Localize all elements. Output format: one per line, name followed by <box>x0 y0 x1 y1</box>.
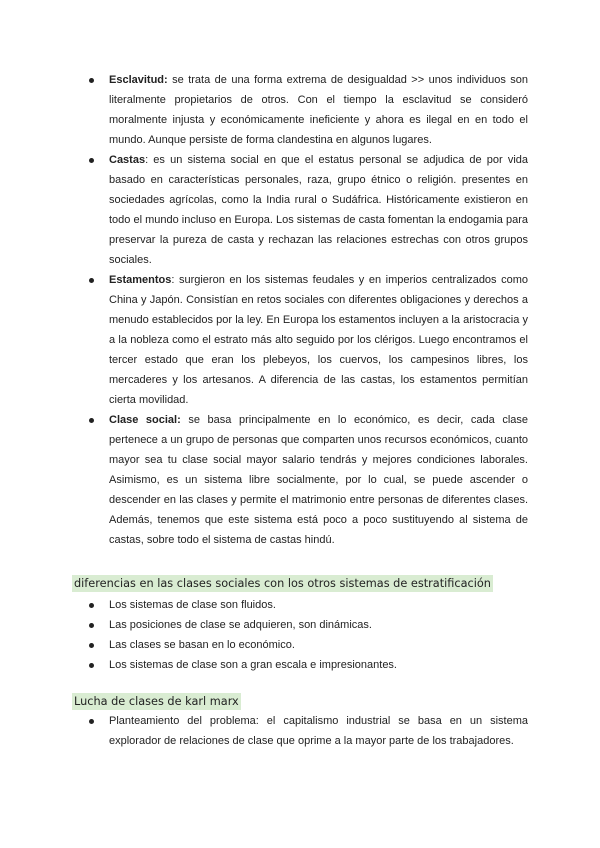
term-label: Estamentos <box>109 274 172 286</box>
item-text: : surgieron en los sistemas feudales y en imperios centralizados como China y Japón. Consistían en retos sociales con diferentes obligaciones y derechos a menudo establecidos por la ley. En Europa los estamentos incluyen a la aristocracia y a la nobleza como el estrato más alto seguido por los clérigos. Luego encontramos el tercer estado que eran los plebeyos, los cuervos, los campesinos libres, los mercaderes y los artesanos. A diferencia de las castas, los estamentos permitían cierta movilidad. <box>109 274 528 406</box>
term-label: Castas <box>109 154 146 166</box>
stratification-systems-list <box>88 70 528 550</box>
section-heading-lucha-de-clases: Lucha de clases de karl marx <box>74 695 239 708</box>
class-struggle-list <box>88 711 528 751</box>
list-item: Los sistemas de clase son fluidos. <box>88 595 528 615</box>
item-text: se trata de una forma extrema de desigualdad >> unos individuos son literalmente propietarios de otros. Con el tiempo la esclavitud se consideró moralmente injusta y económicamente ineficiente y ahora es ilegal en en todo el mundo. Aunque persiste de forma clandestina en algunos lugares. <box>109 74 528 146</box>
term-label: Esclavitud: <box>109 74 168 86</box>
list-item-castas <box>88 150 528 270</box>
list-item: Las posiciones de clase se adquieren, son dinámicas. <box>88 615 528 635</box>
item-text: : es un sistema social en que el estatus personal se adjudica de por vida basado en características personales, raza, grupo étnico o religión. presentes en sociedades agrícolas, como la India rural o Sudáfrica. Históricamente existieron en todo el mundo incluso en Europa. Los sistemas de casta fomentan la endogamia para preservar la pureza de casta y rechazan las relaciones estrechas con otros grupos sociales. <box>109 154 528 266</box>
differences-list <box>88 595 528 675</box>
list-item-estamentos <box>88 270 528 410</box>
item-text: se basa principalmente en lo económico, es decir, cada clase pertenece a un grupo de personas que comparten unos recursos económicos, cuanto mayor sea tu clase social mayor salario tendrás y mejores condiciones laborales. Asimismo, es un sistema libre socialmente, por lo cual, se puede ascender o descender en las clases y permite el matrimonio entre personas de diferentes clases. Además, tenemos que este sistema está poco a poco sustituyendo al sistema de castas, sobre todo el sistema de castas hindú. <box>109 414 528 546</box>
list-item: Las clases se basan en lo económico. <box>88 635 528 655</box>
list-item-clase-social <box>88 410 528 550</box>
list-item-esclavitud <box>88 70 528 150</box>
list-item: Planteamiento del problema: el capitalismo industrial se basa en un sistema explorador de relaciones de clase que oprime a la mayor parte de los trabajadores. <box>88 711 528 751</box>
list-item: Los sistemas de clase son a gran escala e impresionantes. <box>88 655 528 675</box>
section-heading-diferencias: diferencias en las clases sociales con los otros sistemas de estratificación <box>74 577 491 590</box>
term-label: Clase social: <box>109 414 181 426</box>
